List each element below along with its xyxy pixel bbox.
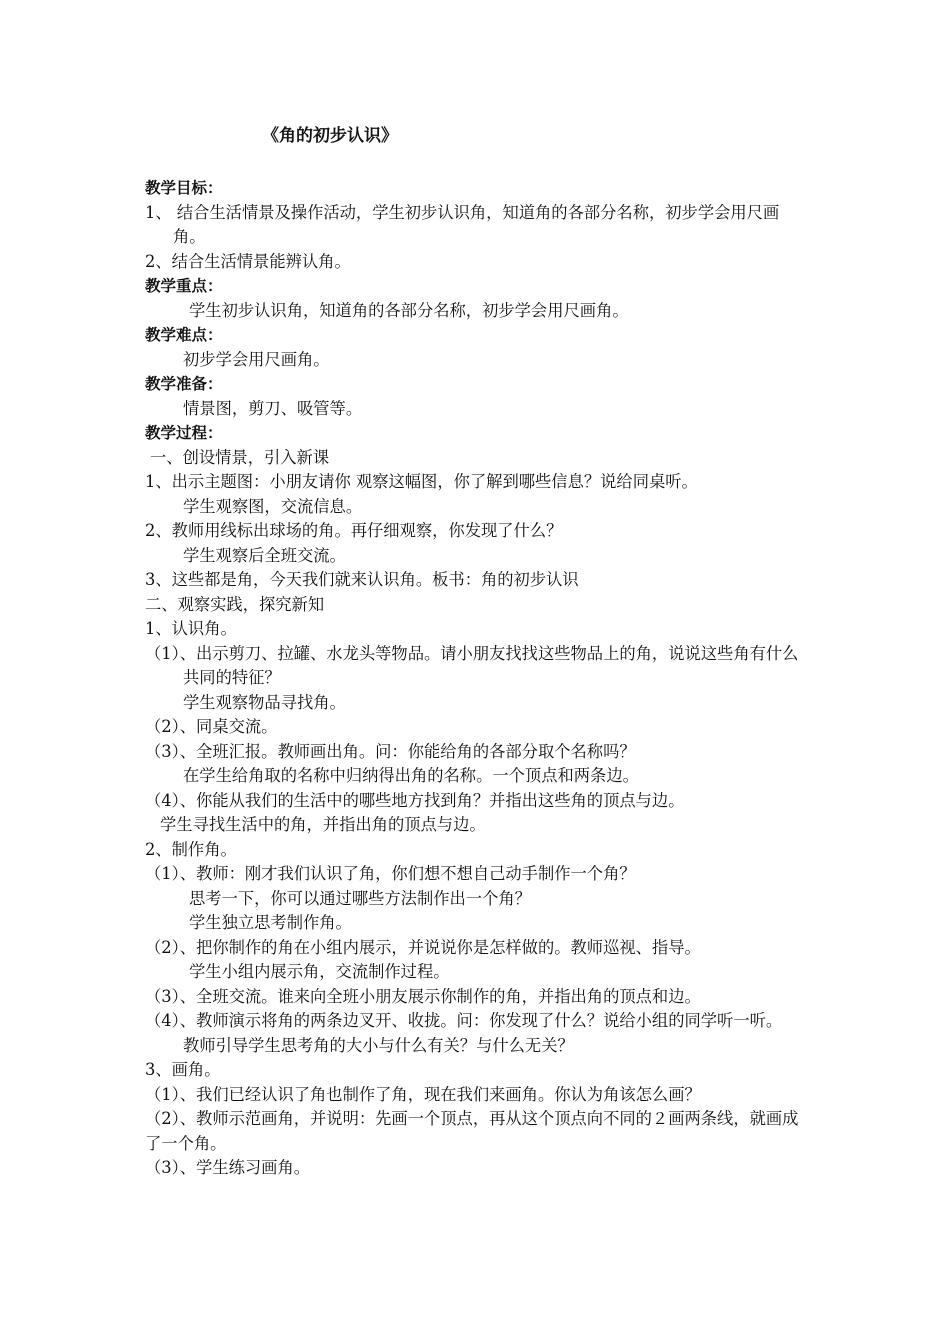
paragraph: 学生寻找生活中的角，并指出角的顶点与边。	[160, 815, 486, 834]
paragraph: 学生观察图，交流信息。	[183, 496, 363, 516]
paragraph: （2）、教师示范画角，并说明：先画一个顶点，再从这个顶点向不同的２画两条线，就画成了一个角。	[145, 1109, 799, 1153]
paragraph: （3）、学生练习画角。	[145, 1158, 311, 1177]
paragraph: 3、画角。	[145, 1060, 221, 1079]
paragraph: 思考一下，你可以通过哪些方法制作出一个角？	[189, 888, 531, 908]
paragraph: （1）、我们已经认识了角也制作了角，现在我们来画角。你认为角该怎么画？	[145, 1084, 701, 1104]
paragraph: （4）、教师演示将角的两条边叉开、收拢。问：你发现了什么？说给小组的同学听一听。	[145, 1011, 783, 1030]
paragraph: （4）、你能从我们的生活中的哪些地方找到角？并指出这些角的顶点与边。	[145, 790, 685, 810]
paragraph: 2、教师用线标出球场的角。再仔细观察，你发现了什么？	[145, 521, 563, 540]
paragraph: （3）、全班交流。谁来向全班小朋友展示你制作的角，并指出角的顶点和边。	[145, 986, 701, 1006]
document-body	[145, 176, 810, 1181]
document-title: 《角的初步认识》	[262, 126, 398, 146]
paragraph: （1）、教师：刚才我们认识了角，你们想不想自己动手制作一个角？	[145, 864, 636, 883]
paragraph: 学生观察物品寻找角。	[183, 692, 346, 712]
paragraph: 学生初步认识角，知道角的各部分名称，初步学会用尺画角。	[189, 300, 629, 320]
paragraph: 学生观察后全班交流。	[183, 545, 346, 565]
paragraph: 在学生给角取的名称中归纳得出角的名称。一个顶点和两条边。	[183, 766, 639, 785]
paragraph: 1、出示主题图：小朋友请你 观察这幅图，你了解到哪些信息？说给同桌听。	[145, 472, 698, 491]
paragraph: 情景图，剪刀、吸管等。	[183, 398, 363, 418]
paragraph: 1、认识角。	[145, 619, 237, 638]
section-heading-key-points: 教学重点：	[145, 277, 223, 295]
paragraph: 教师引导学生思考角的大小与什么有关？与什么无关？	[183, 1035, 574, 1055]
section-heading-process: 教学过程：	[145, 424, 223, 442]
section-heading-difficulties: 教学难点：	[145, 326, 223, 344]
paragraph: 2、制作角。	[145, 839, 237, 859]
section-heading-objectives: 教学目标：	[145, 179, 223, 197]
paragraph: 2、结合生活情景能辨认角。	[145, 251, 351, 271]
paragraph: （2）、把你制作的角在小组内展示，并说说你是怎样做的。教师巡视、指导。	[145, 937, 701, 957]
paragraph: 1、 结合生活情景及操作活动，学生初步认识角，知道角的各部分名称，初步学会用尺画角。	[145, 202, 780, 246]
paragraph: 一、创设情景，引入新课	[150, 447, 330, 467]
section-heading-preparation: 教学准备：	[145, 375, 223, 393]
paragraph: 3、这些都是角，今天我们就来认识角。板书：角的初步认识	[145, 570, 579, 589]
paragraph: 初步学会用尺画角。	[183, 349, 330, 369]
paragraph: 二、观察实践，探究新知	[145, 594, 325, 614]
paragraph: （2）、同桌交流。	[145, 717, 278, 736]
paragraph: 学生小组内展示角，交流制作过程。	[189, 962, 450, 981]
paragraph: （3）、全班汇报。教师画出角。问：你能给角的各部分取个名称吗？	[145, 741, 636, 761]
paragraph: （1）、出示剪刀、拉罐、水龙头等物品。请小朋友找找这些物品上的角，说说这些角有什么共同的特征？	[145, 643, 799, 687]
paragraph: 学生独立思考制作角。	[189, 913, 352, 932]
